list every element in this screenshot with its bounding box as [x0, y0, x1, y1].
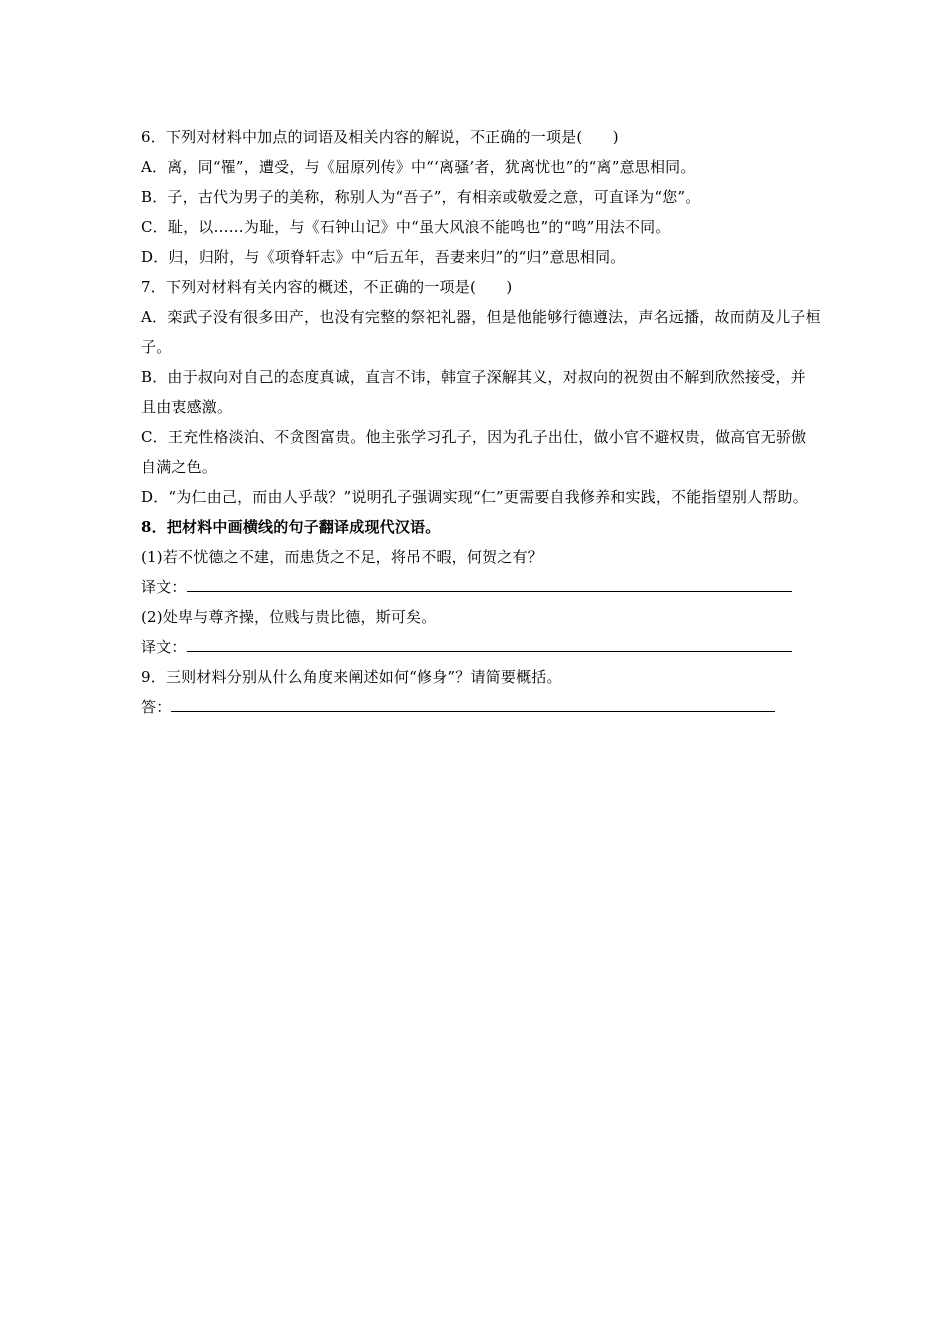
- q7-option-c: C．王充性格淡泊、不贪图富贵。他主张学习孔子，因为孔子出仕，做小官不避权贵，做高官无骄傲自满之色。: [141, 428, 807, 476]
- q8-answer-2: [141, 632, 821, 662]
- q7-option-b: B．由于叔向对自己的态度真诚，直言不讳，韩宣子深解其义，对叔向的祝贺由不解到欣然接受，并且由衷感激。: [141, 368, 806, 416]
- q8-answer-1-label: 译文：: [141, 578, 187, 596]
- q7-stem: 7．下列对材料有关内容的概述，不正确的一项是( ): [141, 278, 513, 296]
- q9-answer-label: 答：: [141, 698, 172, 716]
- q9-stem: 9．三则材料分别从什么角度来阐述如何“修身”？请简要概括。: [141, 668, 562, 686]
- q8-answer-1: [141, 572, 821, 602]
- q8-stem: 8．把材料中画横线的句子翻译成现代汉语。: [141, 518, 441, 536]
- q8-sentence-1: (1)若不忧德之不建，而患货之不足，将吊不暇，何贺之有？: [141, 548, 543, 566]
- q9-answer-blank[interactable]: [171, 693, 775, 712]
- q6-option-b: B．子，古代为男子的美称，称别人为“吾子”，有相亲或敬爱之意，可直译为“您”。: [141, 188, 701, 206]
- q7-option-a: A．栾武子没有很多田产，也没有完整的祭祀礼器，但是他能够行德遵法，声名远播，故而荫及儿子桓子。: [141, 308, 821, 356]
- q6-option-d: D．归，归附，与《项脊轩志》中“后五年，吾妻来归”的“归”意思相同。: [141, 248, 626, 266]
- q8-answer-2-blank[interactable]: [187, 633, 792, 652]
- q8-sentence-2: (2)处卑与尊齐操，位贱与贵比德，斯可矣。: [141, 608, 437, 626]
- q6-option-a: A．离，同“罹”，遭受，与《屈原列传》中“‘离骚’者，犹离忧也”的“离”意思相同。: [141, 158, 696, 176]
- q9-answer: [141, 692, 821, 722]
- q7-option-d: D．“为仁由己，而由人乎哉？”说明孔子强调实现“仁”更需要自我修养和实践，不能指望别人帮助。: [141, 488, 808, 506]
- q8-answer-1-blank[interactable]: [187, 573, 792, 592]
- question-sheet: [141, 122, 821, 722]
- q8-answer-2-label: 译文：: [141, 638, 187, 656]
- q6-option-c: C．耻，以……为耻，与《石钟山记》中“虽大风浪不能鸣也”的“鸣”用法不同。: [141, 218, 671, 236]
- q6-stem: 6．下列对材料中加点的词语及相关内容的解说，不正确的一项是( ): [141, 128, 619, 146]
